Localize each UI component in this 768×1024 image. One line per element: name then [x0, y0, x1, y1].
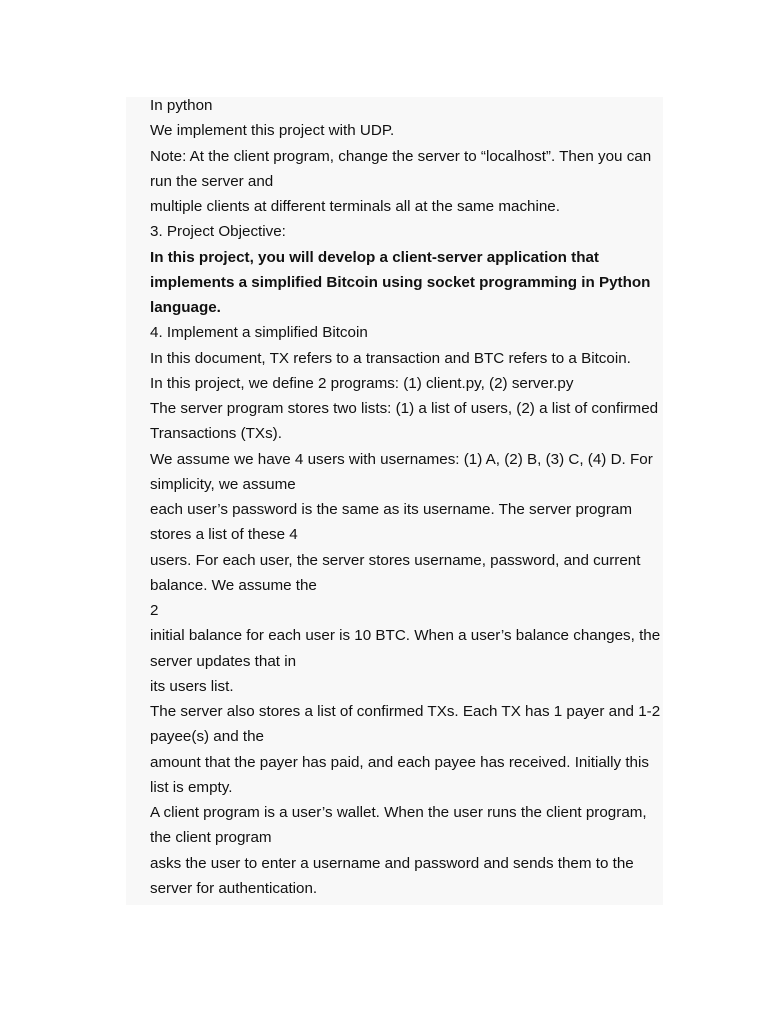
- paragraph: In this document, TX refers to a transaction and BTC refers to a Bitcoin.: [150, 349, 631, 367]
- paragraph: amount that the payer has paid, and each payee has received. Initially this list is empty.: [150, 753, 649, 796]
- paragraph: In this project, we define 2 programs: (1) client.py, (2) server.py: [150, 374, 574, 392]
- paragraph: multiple clients at different terminals all at the same machine.: [150, 198, 560, 215]
- paragraph: initial balance for each user is 10 BTC. When a user’s balance changes, the server updates that in: [150, 627, 661, 670]
- paragraph: The server program stores two lists: (1) a list of users, (2) a list of confirmed Transactions (TXs).: [150, 400, 659, 443]
- objective-statement: In this project, you will develop a client-server application that implements a simplified Bitcoin using socket programming in Python language.: [150, 248, 651, 316]
- document-body: [150, 93, 666, 901]
- paragraph: The server also stores a list of confirmed TXs. Each TX has 1 payer and 1-2 payee(s) and the: [150, 703, 661, 746]
- paragraph: Note: At the client program, change the server to “localhost”. Then you can run the server and: [150, 147, 652, 190]
- section-heading: 3. Project Objective:: [150, 223, 286, 241]
- paragraph: asks the user to enter a username and password and sends them to the server for authentication.: [150, 854, 634, 897]
- paragraph: We assume we have 4 users with usernames: (1) A, (2) B, (3) C, (4) D. For simplicity, we assume: [150, 450, 653, 493]
- section-heading: 4. Implement a simplified Bitcoin: [150, 324, 368, 342]
- paragraph: each user’s password is the same as its username. The server program stores a list of these 4: [150, 501, 632, 544]
- paragraph: users. For each user, the server stores username, password, and current balance. We assume the: [150, 551, 641, 594]
- paragraph: We implement this project with UDP.: [150, 122, 395, 140]
- page-number: 2: [150, 602, 159, 619]
- paragraph: its users list.: [150, 677, 234, 695]
- paragraph: In python: [150, 97, 213, 114]
- paragraph: A client program is a user’s wallet. When the user runs the client program, the client program: [150, 804, 647, 847]
